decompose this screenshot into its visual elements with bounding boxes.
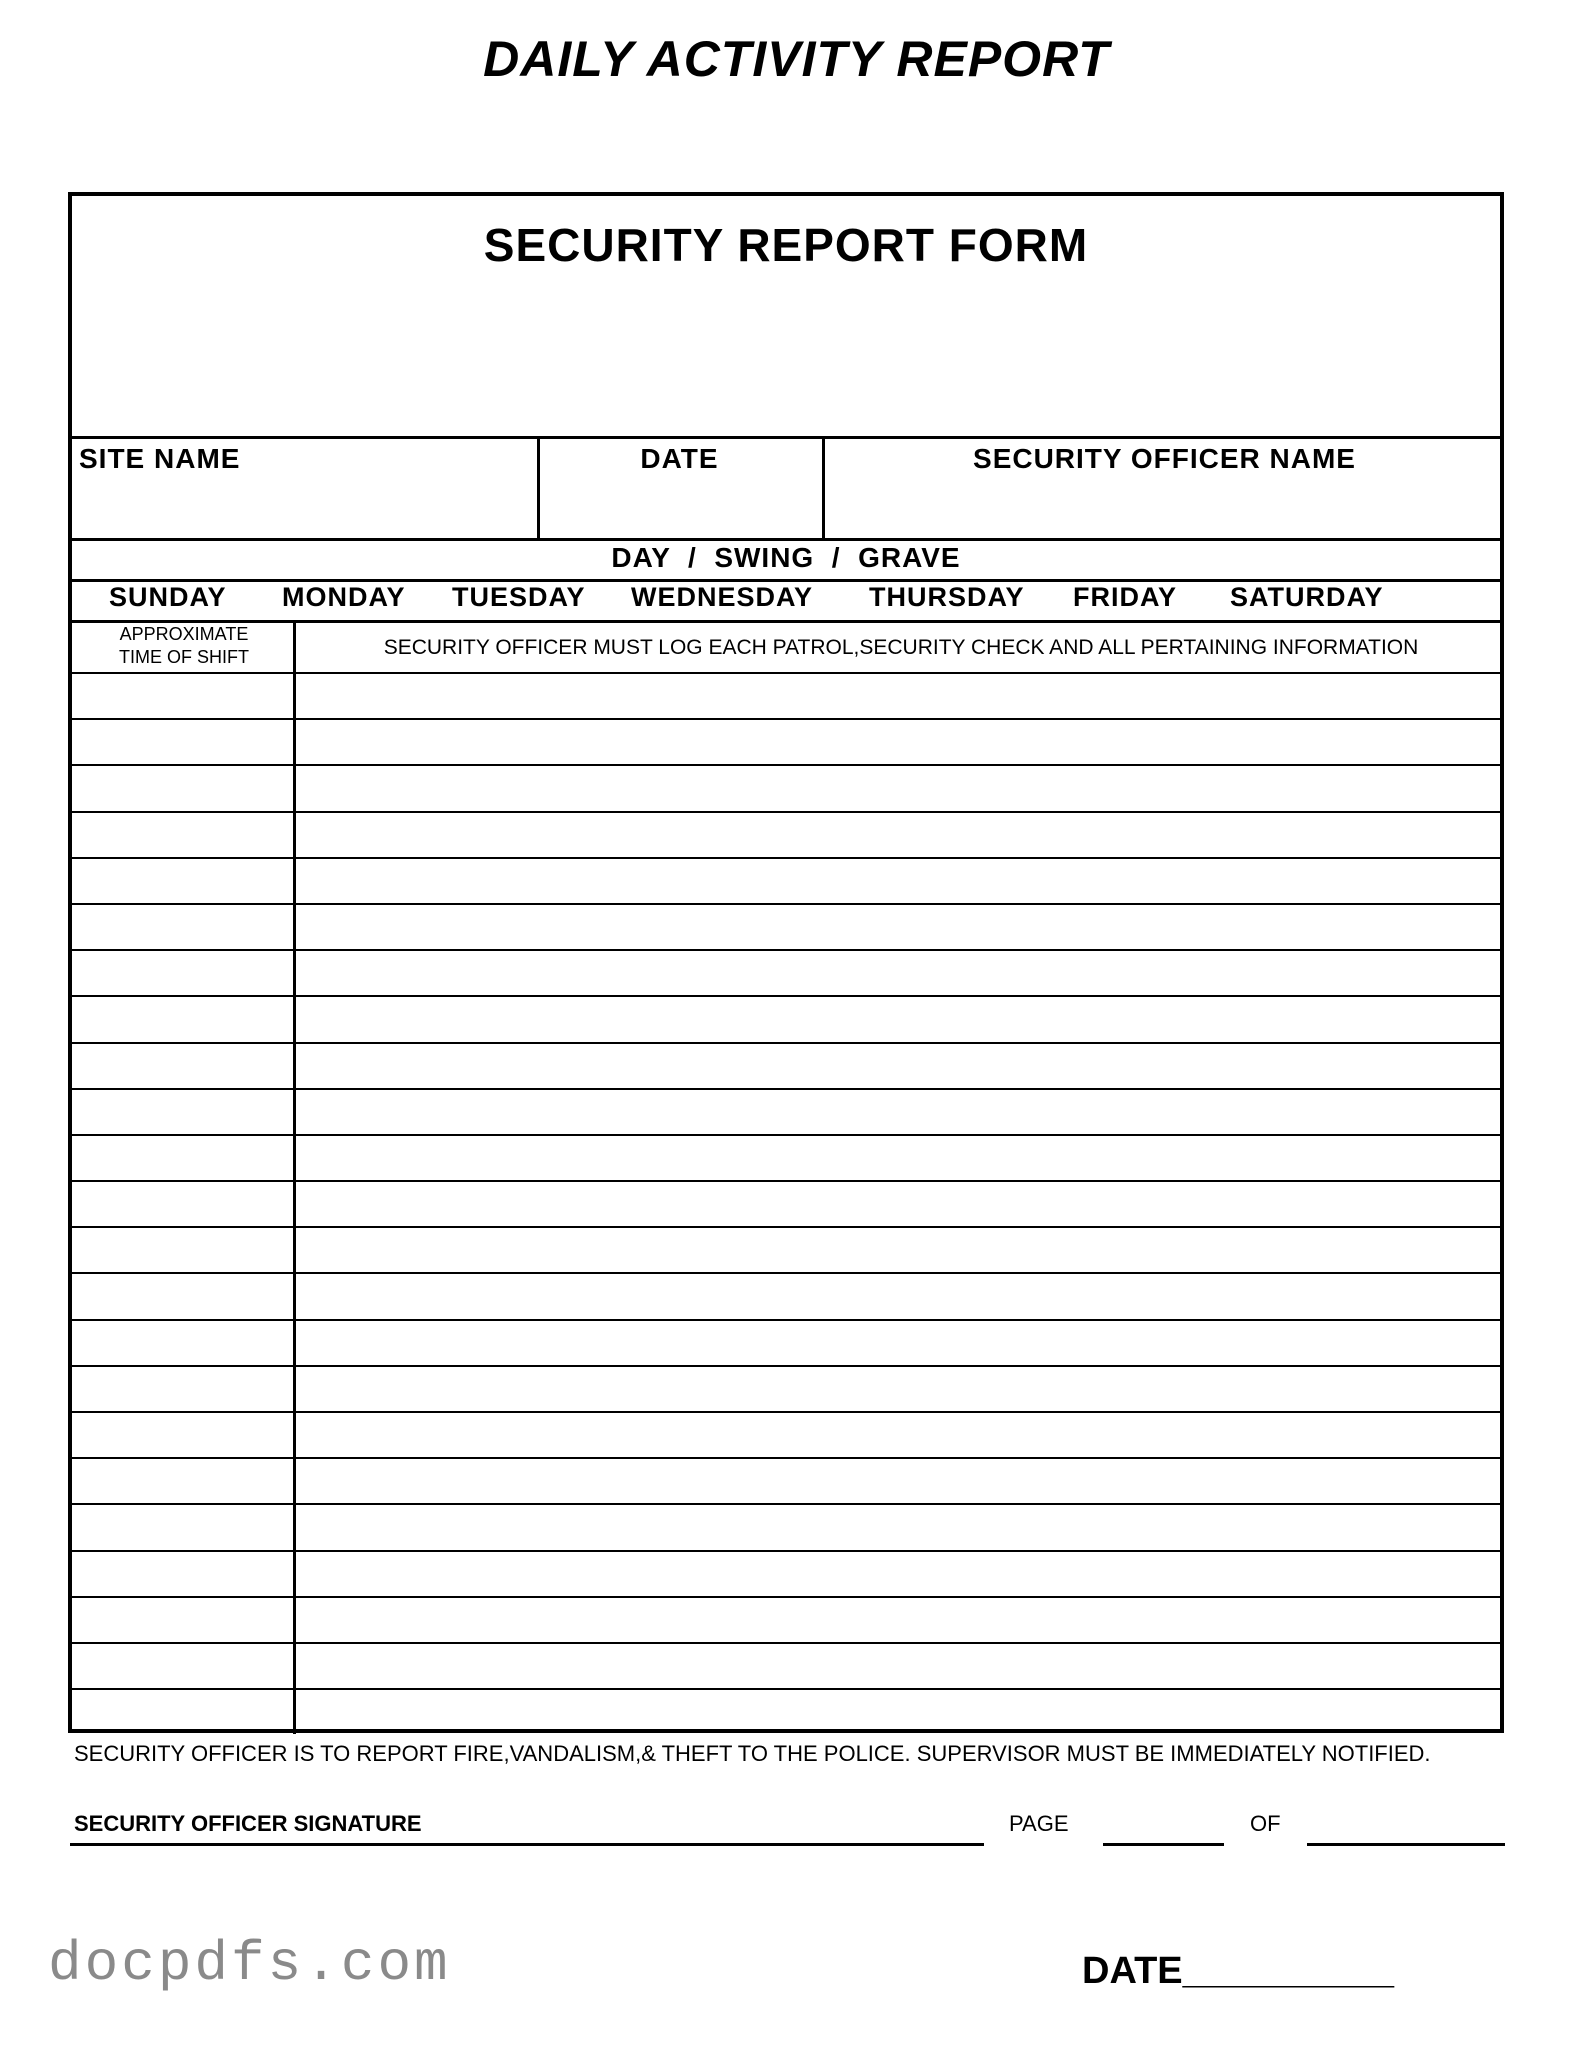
- page-label: PAGE: [1009, 1811, 1069, 1836]
- log-entry-cell[interactable]: [296, 1644, 1500, 1688]
- table-row: [72, 995, 1500, 1041]
- time-cell[interactable]: [72, 1413, 296, 1457]
- table-row: [72, 718, 1500, 764]
- time-cell[interactable]: [72, 1644, 296, 1688]
- table-row: [72, 1642, 1500, 1688]
- log-entry-cell[interactable]: [296, 1505, 1500, 1549]
- log-entry-cell[interactable]: [296, 1367, 1500, 1411]
- page-total-line[interactable]: [1307, 1843, 1505, 1846]
- day-tuesday: TUESDAY: [452, 582, 586, 612]
- log-entry-cell[interactable]: [296, 1274, 1500, 1318]
- time-cell[interactable]: [72, 905, 296, 949]
- log-entry-cell[interactable]: [296, 905, 1500, 949]
- log-entry-cell[interactable]: [296, 1182, 1500, 1226]
- of-label: OF: [1250, 1811, 1281, 1836]
- log-entry-cell[interactable]: [296, 1552, 1500, 1596]
- time-cell[interactable]: [72, 1598, 296, 1642]
- table-row: [72, 1596, 1500, 1642]
- table-row: [72, 1088, 1500, 1134]
- time-cell[interactable]: [72, 1136, 296, 1180]
- divider-fields: [72, 538, 1500, 541]
- day-thursday: THURSDAY: [869, 582, 1025, 612]
- time-cell[interactable]: [72, 1044, 296, 1088]
- log-entry-cell[interactable]: [296, 1598, 1500, 1642]
- log-entry-cell[interactable]: [296, 1413, 1500, 1457]
- log-entry-cell[interactable]: [296, 1136, 1500, 1180]
- time-cell[interactable]: [72, 951, 296, 995]
- security-report-form: [68, 192, 1504, 1733]
- table-row: [72, 1180, 1500, 1226]
- officer-name-label: SECURITY OFFICER NAME: [973, 443, 1356, 474]
- time-cell[interactable]: [72, 1367, 296, 1411]
- police-notice: SECURITY OFFICER IS TO REPORT FIRE,VANDALISM,& THEFT TO THE POLICE. SUPERVISOR MUST BE IMMEDIATELY NOTIFIED.: [74, 1741, 1431, 1766]
- table-row: [72, 1365, 1500, 1411]
- time-cell[interactable]: [72, 766, 296, 810]
- table-row: [72, 1457, 1500, 1503]
- log-entry-cell[interactable]: [296, 997, 1500, 1041]
- days-of-week: [72, 582, 1500, 622]
- log-entry-cell[interactable]: [296, 766, 1500, 810]
- time-cell[interactable]: [72, 859, 296, 903]
- table-row: [72, 1503, 1500, 1549]
- table-row: [72, 1134, 1500, 1180]
- table-row: [72, 949, 1500, 995]
- site-name-label: SITE NAME: [79, 443, 241, 474]
- document-title: DAILY ACTIVITY REPORT: [483, 31, 1110, 87]
- time-cell[interactable]: [72, 1090, 296, 1134]
- day-friday: FRIDAY: [1073, 582, 1178, 612]
- log-entry-cell[interactable]: [296, 1090, 1500, 1134]
- day-wednesday: WEDNESDAY: [631, 582, 814, 612]
- signature-label: SECURITY OFFICER SIGNATURE: [74, 1811, 422, 1836]
- time-cell[interactable]: [72, 1459, 296, 1503]
- log-entry-cell[interactable]: [296, 1321, 1500, 1365]
- log-instruction: SECURITY OFFICER MUST LOG EACH PATROL,SECURITY CHECK AND ALL PERTAINING INFORMATION: [383, 636, 1419, 659]
- table-row: [72, 1226, 1500, 1272]
- time-cell[interactable]: [72, 1505, 296, 1549]
- table-row: [72, 811, 1500, 857]
- table-row: [72, 857, 1500, 903]
- watermark: docpdfs.com: [48, 1932, 451, 1996]
- divider-header: [72, 436, 1500, 439]
- time-of-shift-header: APPROXIMATE TIME OF SHIFT: [119, 624, 249, 667]
- day-saturday: SATURDAY: [1230, 582, 1384, 612]
- form-title: SECURITY REPORT FORM: [483, 219, 1089, 271]
- shift-options: DAY / SWING / GRAVE: [611, 542, 961, 573]
- table-row: [72, 1319, 1500, 1365]
- table-row: [72, 1272, 1500, 1318]
- time-cell[interactable]: [72, 1228, 296, 1272]
- time-cell[interactable]: [72, 1552, 296, 1596]
- log-entry-cell[interactable]: [296, 951, 1500, 995]
- log-entry-cell[interactable]: [296, 859, 1500, 903]
- day-monday: MONDAY: [282, 582, 406, 612]
- time-cell[interactable]: [72, 674, 296, 718]
- time-cell[interactable]: [72, 813, 296, 857]
- table-row: [72, 1550, 1500, 1596]
- log-entry-cell[interactable]: [296, 1690, 1500, 1734]
- log-entry-cell[interactable]: [296, 1459, 1500, 1503]
- time-cell[interactable]: [72, 1182, 296, 1226]
- table-row: [72, 672, 1500, 718]
- time-cell[interactable]: [72, 720, 296, 764]
- signature-line[interactable]: [70, 1843, 984, 1846]
- table-row: [72, 1042, 1500, 1088]
- time-cell[interactable]: [72, 997, 296, 1041]
- footer-date-field[interactable]: DATE__________: [1082, 1950, 1394, 1992]
- day-sunday: SUNDAY: [109, 582, 227, 612]
- table-row: [72, 903, 1500, 949]
- date-label: DATE: [640, 443, 719, 474]
- time-cell[interactable]: [72, 1274, 296, 1318]
- table-row: [72, 764, 1500, 810]
- table-row: [72, 1688, 1500, 1734]
- page-number-line[interactable]: [1103, 1843, 1224, 1846]
- log-entry-cell[interactable]: [296, 674, 1500, 718]
- log-entry-cell[interactable]: [296, 813, 1500, 857]
- log-entry-cell[interactable]: [296, 720, 1500, 764]
- log-entry-cell[interactable]: [296, 1228, 1500, 1272]
- table-row: [72, 1411, 1500, 1457]
- time-cell[interactable]: [72, 1690, 296, 1734]
- log-table: [72, 672, 1500, 1734]
- log-entry-cell[interactable]: [296, 1044, 1500, 1088]
- time-cell[interactable]: [72, 1321, 296, 1365]
